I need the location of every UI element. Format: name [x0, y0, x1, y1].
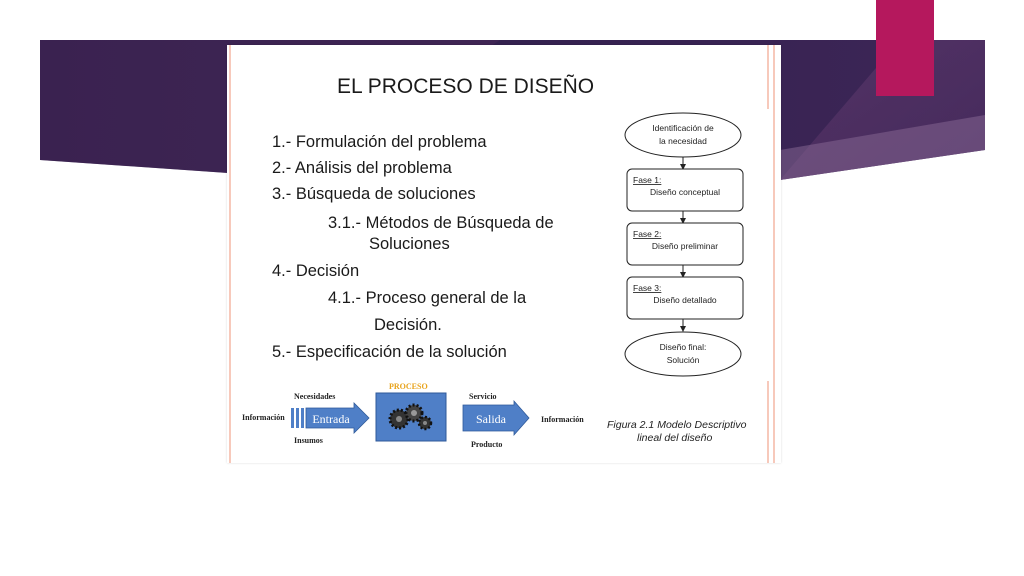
input-mid-label: Información	[242, 413, 285, 422]
list-item: 4.- Decisión	[272, 262, 360, 280]
list-item: 4.1.- Proceso general de la	[328, 289, 527, 307]
list-item: Soluciones	[369, 235, 450, 253]
output-mid-label: Información	[541, 415, 584, 424]
flow-start-text-1: Identificación de	[652, 123, 714, 133]
slide-image	[227, 45, 781, 463]
figure-caption-line-2: lineal del diseño	[637, 432, 713, 444]
flow-phase-3-label: Fase 3:	[633, 283, 662, 293]
flow-end-text-2: Solución	[666, 355, 700, 365]
input-arrow-label: Entrada	[312, 412, 350, 426]
figure-caption-line-1: Figura 2.1 Modelo Descriptivo	[607, 419, 747, 431]
input-top-label: Necesidades	[294, 392, 336, 401]
flow-phase-1-name: Diseño conceptual	[650, 187, 720, 197]
flow-phase-2-name: Diseño preliminar	[651, 241, 719, 251]
flow-end-node	[625, 332, 741, 376]
input-bottom-label: Insumos	[294, 436, 323, 445]
border-line-right-2	[773, 45, 775, 463]
border-line-left	[229, 45, 231, 463]
flowchart	[593, 109, 773, 381]
flow-end-text-1: Diseño final:	[659, 342, 707, 352]
output-arrow-label: Salida	[476, 412, 506, 426]
flow-phase-3-name: Diseño detallado	[653, 295, 717, 305]
list-item: 3.- Búsqueda de soluciones	[272, 185, 476, 203]
list-item: 1.- Formulación del problema	[272, 133, 487, 151]
flow-phase-1-label: Fase 1:	[633, 175, 662, 185]
flow-start-text-2: la necesidad	[659, 136, 707, 146]
process-title: PROCESO	[389, 382, 428, 391]
list-item: 5.- Especificación de la solución	[272, 343, 507, 361]
figure-caption	[607, 419, 746, 445]
flow-start-node	[625, 113, 741, 157]
slide-title: EL PROCESO DE DISEÑO	[337, 75, 595, 98]
accent-tab	[876, 0, 934, 96]
output-bottom-label: Producto	[471, 440, 503, 449]
flow-phase-2-label: Fase 2:	[633, 229, 662, 239]
list-item: 2.- Análisis del problema	[272, 159, 452, 177]
list-item: 3.1.- Métodos de Búsqueda de	[328, 214, 554, 232]
process-diagram	[239, 379, 599, 454]
list-item: Decisión.	[374, 316, 442, 334]
output-top-label: Servicio	[469, 392, 497, 401]
